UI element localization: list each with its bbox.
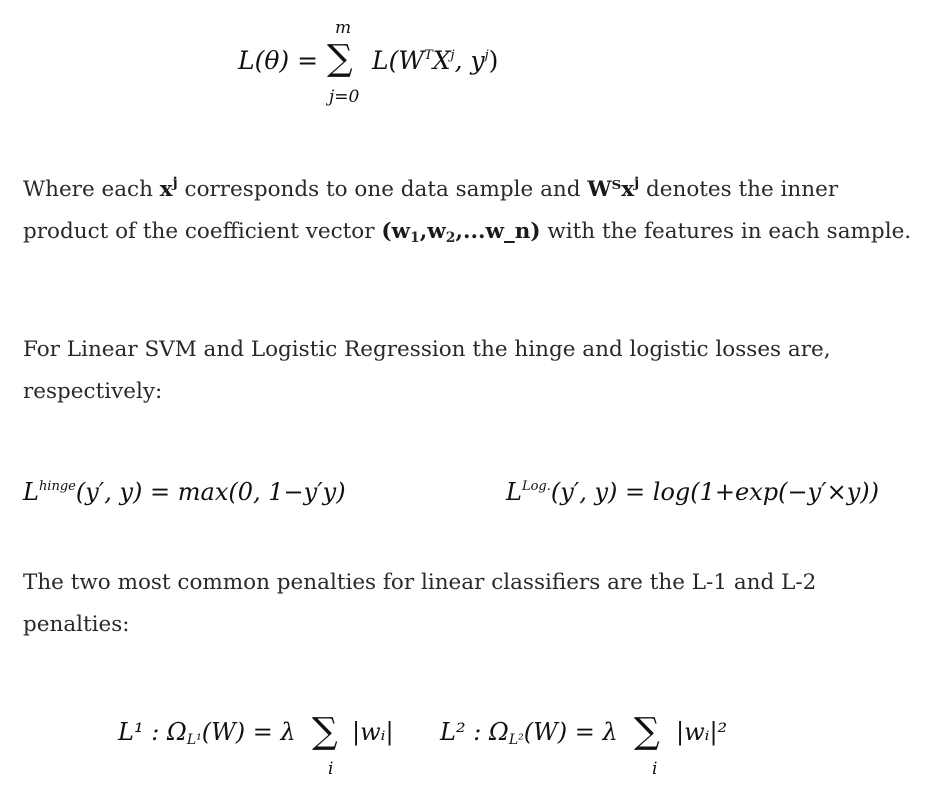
l1-penalty-equation [118, 711, 418, 789]
l2-summation-symbol: ∑ [634, 711, 660, 752]
l1-summation-symbol: ∑ [312, 711, 338, 752]
l2-rhs: |wᵢ|² [676, 718, 728, 746]
paragraph-data-sample: Where each $x^j$ corresponds to one data sample and Wᵀx$^j$ denotes the inner product of the coefficient vector $(w_1,w_2,...w\_n)$ with the features in each sample. [23, 175, 912, 246]
l1-rhs: |wᵢ| [352, 718, 394, 746]
hinge-loss-equation: $L^{hinge}(y'$, y) = max(0, 1−y′y) [23, 478, 346, 506]
sum-upper-limit: m [335, 18, 352, 38]
paragraph-svm-logistic: For Linear SVM and Logistic Regression the hinge and logistic losses are, respectively: [23, 337, 831, 404]
l1-sum-lower-limit: i [328, 759, 334, 779]
loss-sum-equation [238, 18, 538, 114]
l2-sum-lower-limit: i [652, 759, 658, 779]
paragraph-penalties: The two most common penalties for linear classifiers are the L-1 and L-2 penalties: [23, 570, 817, 637]
logistic-loss-equation: $L^{Log.}(y'$, y) = log(1+exp(−y′×y)) [506, 478, 879, 506]
l2-lhs: L² : $\Omega_{L^2}(W) = \lambda$ [440, 718, 618, 748]
loss-sum-lhs: L(θ) = [238, 46, 319, 75]
loss-sum-rhs: $L(W^TX^j$, $y^j$) [372, 46, 499, 75]
sum-lower-limit: j=0 [329, 87, 360, 107]
l2-penalty-equation [440, 711, 760, 789]
l1-lhs: L¹ : $\Omega_{L^1}(W) = \lambda$ [118, 718, 296, 748]
summation-symbol: ∑ [327, 38, 353, 79]
